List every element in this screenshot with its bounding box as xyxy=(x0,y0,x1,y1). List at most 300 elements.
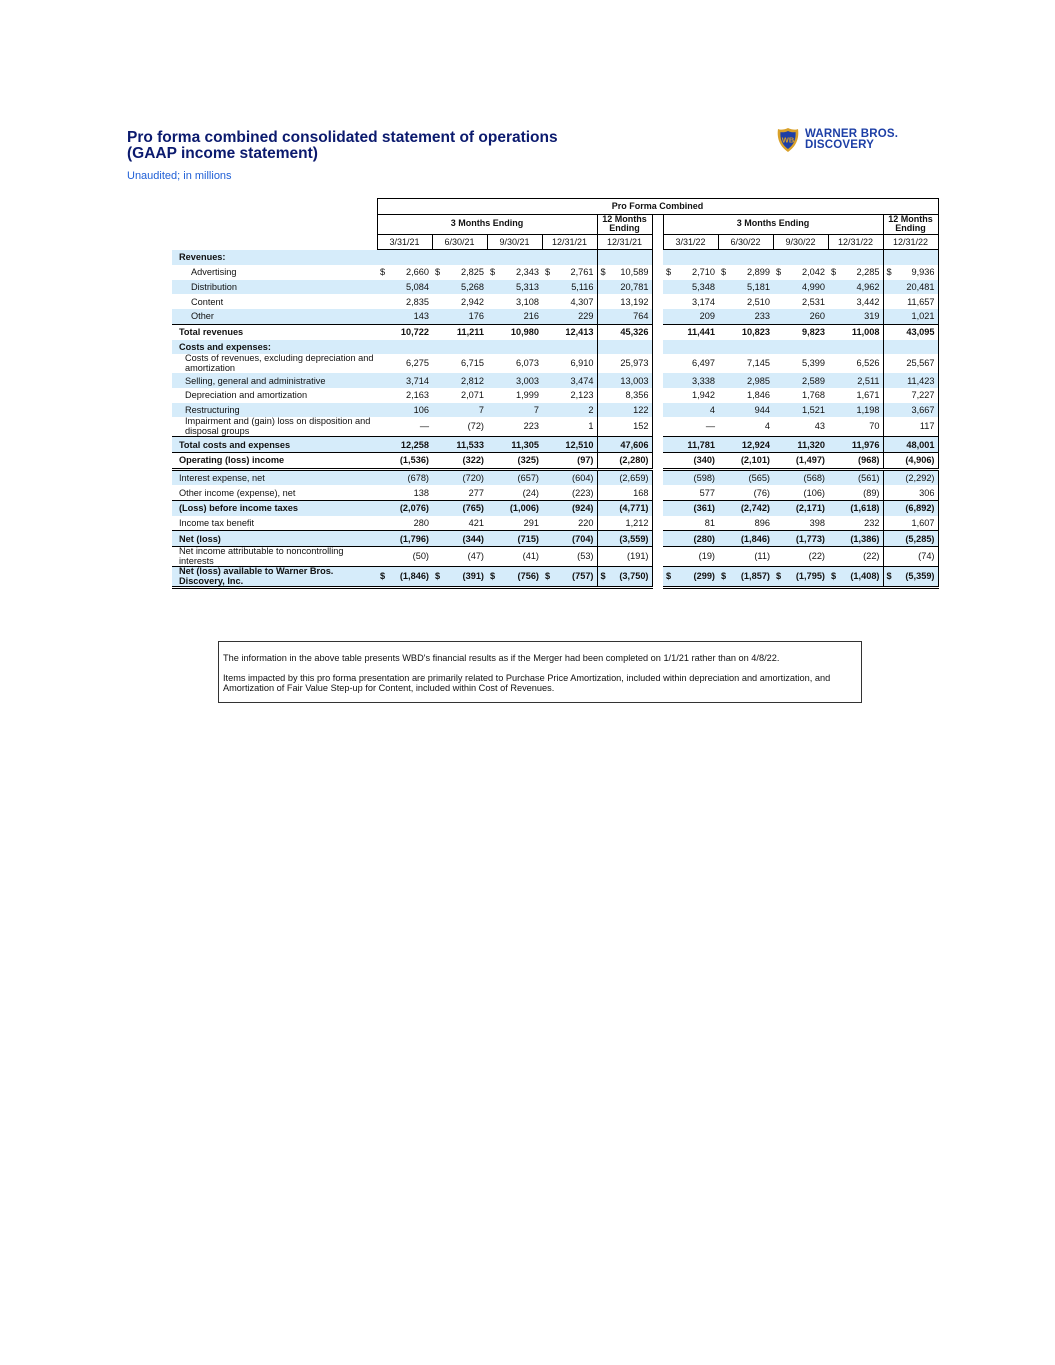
value-cell xyxy=(718,516,773,531)
twelve-months-header-2021: 12 Months Ending xyxy=(597,214,652,234)
value-cell xyxy=(828,265,883,280)
value-cell xyxy=(773,485,828,500)
value-text: (6,892) xyxy=(905,503,935,514)
value-text: 577 xyxy=(699,487,715,498)
value-cell xyxy=(718,531,773,547)
value-cell xyxy=(487,294,542,309)
value-cell xyxy=(597,417,652,437)
value-text: (968) xyxy=(858,455,880,466)
value-cell xyxy=(432,516,487,531)
value-text: 2,660 xyxy=(406,267,429,278)
value-cell xyxy=(377,265,432,280)
value-cell xyxy=(883,340,938,355)
value-cell xyxy=(828,485,883,500)
value-cell xyxy=(883,280,938,295)
value-cell xyxy=(718,452,773,469)
value-text: (3,559) xyxy=(619,533,649,544)
value-cell xyxy=(883,309,938,324)
value-cell xyxy=(883,354,938,373)
value-text: 2,710 xyxy=(692,267,715,278)
value-text: (1,796) xyxy=(399,533,429,544)
table-row xyxy=(172,265,938,280)
column-date-header: 9/30/21 xyxy=(487,234,542,250)
value-text: 11,441 xyxy=(687,327,715,338)
value-cell xyxy=(883,250,938,265)
value-cell xyxy=(773,280,828,295)
value-text: 6,497 xyxy=(692,357,715,368)
dollar-sign: $ xyxy=(545,570,551,581)
row-label: (Loss) before income taxes xyxy=(172,501,377,516)
value-text: (11) xyxy=(754,550,770,561)
value-cell xyxy=(663,469,718,485)
value-cell xyxy=(663,280,718,295)
group-header: Pro Forma Combined xyxy=(377,199,938,215)
value-cell xyxy=(828,531,883,547)
table-row xyxy=(172,547,938,567)
value-cell xyxy=(487,250,542,265)
value-cell xyxy=(432,531,487,547)
value-cell xyxy=(487,437,542,453)
value-text: (568) xyxy=(803,472,825,483)
twelve-months-header-2022: 12 Months Ending xyxy=(883,214,938,234)
value-text: (565) xyxy=(748,472,770,483)
value-text: 6,526 xyxy=(856,357,880,368)
value-cell xyxy=(597,516,652,531)
value-cell xyxy=(828,388,883,403)
value-cell xyxy=(718,485,773,500)
table-row xyxy=(172,567,938,588)
value-cell xyxy=(883,294,938,309)
value-text: 9,823 xyxy=(802,327,825,338)
value-cell xyxy=(487,531,542,547)
value-cell xyxy=(883,547,938,567)
value-text: (2,171) xyxy=(795,503,825,514)
value-text: 122 xyxy=(633,404,649,415)
value-cell xyxy=(773,531,828,547)
value-text: 1,212 xyxy=(625,518,649,529)
value-text: (299) xyxy=(693,570,715,581)
value-text: 7,145 xyxy=(747,357,770,368)
value-cell xyxy=(487,516,542,531)
value-cell xyxy=(597,567,652,588)
value-cell xyxy=(432,250,487,265)
value-text: 43 xyxy=(814,421,825,431)
value-text: 12,510 xyxy=(565,439,594,450)
value-cell xyxy=(432,485,487,500)
value-text: (2,076) xyxy=(399,503,429,514)
value-cell xyxy=(718,324,773,339)
value-cell xyxy=(773,340,828,355)
dollar-sign: $ xyxy=(666,267,672,278)
value-text: 11,211 xyxy=(456,327,484,338)
value-cell xyxy=(377,340,432,355)
value-cell xyxy=(487,547,542,567)
value-cell xyxy=(487,485,542,500)
value-cell xyxy=(663,547,718,567)
value-cell xyxy=(377,354,432,373)
table-row xyxy=(172,324,938,339)
value-text: 20,781 xyxy=(620,282,649,293)
value-text: 896 xyxy=(754,518,770,529)
value-cell xyxy=(597,403,652,418)
value-cell xyxy=(828,309,883,324)
value-text: (89) xyxy=(863,487,880,498)
value-text: (106) xyxy=(803,487,825,498)
value-cell xyxy=(487,265,542,280)
value-cell xyxy=(773,547,828,567)
value-text: 2,511 xyxy=(857,375,880,386)
value-text: (1,386) xyxy=(850,533,880,544)
value-cell xyxy=(597,324,652,339)
value-cell xyxy=(828,516,883,531)
three-months-header-2021: 3 Months Ending xyxy=(377,214,597,234)
value-cell xyxy=(718,437,773,453)
value-text: 2,825 xyxy=(461,267,484,278)
value-text: 2,942 xyxy=(461,296,484,307)
value-cell xyxy=(487,501,542,516)
value-text: 3,174 xyxy=(692,296,715,307)
value-cell xyxy=(597,265,652,280)
value-cell xyxy=(432,280,487,295)
value-text: (757) xyxy=(572,570,594,581)
value-text: (1,536) xyxy=(399,455,429,466)
value-cell xyxy=(432,373,487,388)
value-text: (322) xyxy=(462,455,484,466)
value-cell xyxy=(718,250,773,265)
value-text: 223 xyxy=(523,421,539,431)
value-cell xyxy=(377,567,432,588)
value-text: 2,123 xyxy=(570,390,594,401)
column-date-header: 12/31/22 xyxy=(828,234,883,250)
dollar-sign: $ xyxy=(435,570,441,581)
row-label: Advertising xyxy=(191,267,237,278)
value-cell xyxy=(377,324,432,339)
row-label: Income tax benefit xyxy=(172,516,377,531)
table-row xyxy=(172,516,938,531)
column-date-header: 9/30/22 xyxy=(773,234,828,250)
value-text: (1,857) xyxy=(740,570,770,581)
value-cell xyxy=(542,501,597,516)
value-cell xyxy=(883,373,938,388)
value-text: 1,198 xyxy=(856,404,880,415)
value-cell xyxy=(377,452,432,469)
page-title: Pro forma combined consolidated statement of operations (GAAP income statement) xyxy=(127,129,558,162)
row-label: Distribution xyxy=(172,280,377,295)
value-text: (340) xyxy=(693,455,715,466)
value-cell xyxy=(718,403,773,418)
value-cell xyxy=(542,403,597,418)
value-cell xyxy=(487,373,542,388)
value-cell xyxy=(377,250,432,265)
table-row xyxy=(172,280,938,295)
value-text: (2,742) xyxy=(740,503,770,514)
dollar-sign: $ xyxy=(490,570,496,581)
value-cell xyxy=(773,452,828,469)
value-text: (2,280) xyxy=(619,455,649,466)
value-text: (5,285) xyxy=(905,533,935,544)
value-cell xyxy=(883,567,938,588)
value-text: 232 xyxy=(864,518,880,529)
value-text: 176 xyxy=(468,311,484,322)
value-text: (280) xyxy=(693,533,715,544)
value-cell xyxy=(597,250,652,265)
value-text: 2,812 xyxy=(461,375,484,386)
value-cell xyxy=(663,437,718,453)
value-cell xyxy=(487,567,542,588)
value-cell xyxy=(828,567,883,588)
value-text: 2,985 xyxy=(747,375,770,386)
value-cell xyxy=(377,309,432,324)
value-cell xyxy=(828,324,883,339)
value-cell xyxy=(883,437,938,453)
value-text: 944 xyxy=(754,404,770,415)
value-cell xyxy=(487,309,542,324)
value-cell xyxy=(597,501,652,516)
value-text: 5,399 xyxy=(802,357,825,368)
value-cell xyxy=(542,452,597,469)
dollar-sign: $ xyxy=(600,267,606,278)
value-text: 11,657 xyxy=(907,296,935,307)
value-text: 48,001 xyxy=(906,439,935,450)
value-cell xyxy=(432,469,487,485)
value-cell xyxy=(432,547,487,567)
value-text: 2,285 xyxy=(856,267,880,278)
value-cell xyxy=(773,501,828,516)
value-text: (715) xyxy=(517,533,539,544)
table-row xyxy=(172,354,938,373)
value-cell xyxy=(542,280,597,295)
value-text: (325) xyxy=(517,455,539,466)
value-cell xyxy=(542,547,597,567)
value-cell xyxy=(542,485,597,500)
value-text: 1,999 xyxy=(516,390,539,401)
column-date-header: 6/30/22 xyxy=(718,234,773,250)
value-text: 11,533 xyxy=(456,439,484,450)
value-text: 2 xyxy=(588,404,594,415)
value-text: 291 xyxy=(523,518,539,529)
value-text: 2,589 xyxy=(802,375,825,386)
value-text: 5,313 xyxy=(516,282,539,293)
table-row xyxy=(172,403,938,418)
logo-line-2: DISCOVERY xyxy=(805,139,875,151)
value-text: 319 xyxy=(864,311,880,322)
value-cell xyxy=(542,250,597,265)
value-cell xyxy=(828,547,883,567)
value-text: 398 xyxy=(809,518,825,529)
value-text: 7 xyxy=(478,404,484,415)
value-cell xyxy=(663,417,718,437)
value-cell xyxy=(663,265,718,280)
footnote-2: Items impacted by this pro forma presentation are primarily related to Purchase Price Amortization, included within depreciation and amortization, and Amortization of Fair Value Step-up for Content, included within Cost of Revenues. xyxy=(223,673,831,693)
value-cell xyxy=(663,388,718,403)
row-label: Other income (expense), net xyxy=(172,485,377,500)
value-text: 11,008 xyxy=(851,327,880,338)
value-cell xyxy=(663,403,718,418)
dollar-sign: $ xyxy=(490,267,496,278)
value-cell xyxy=(542,340,597,355)
value-cell xyxy=(377,294,432,309)
value-cell xyxy=(773,309,828,324)
row-label: Interest expense, net xyxy=(172,469,377,485)
value-text: 3,714 xyxy=(406,375,429,386)
value-text: 12,413 xyxy=(565,327,594,338)
value-cell xyxy=(597,547,652,567)
value-cell xyxy=(432,403,487,418)
value-text: 117 xyxy=(919,421,935,431)
value-text: 2,042 xyxy=(802,267,825,278)
wb-shield-icon xyxy=(776,127,800,153)
value-text: 4,307 xyxy=(570,296,594,307)
value-text: — xyxy=(705,421,715,431)
value-cell xyxy=(718,373,773,388)
value-cell xyxy=(718,469,773,485)
value-text: 138 xyxy=(413,487,429,498)
value-cell xyxy=(432,437,487,453)
value-text: 8,356 xyxy=(625,390,649,401)
value-cell xyxy=(432,309,487,324)
value-cell xyxy=(828,437,883,453)
value-cell xyxy=(377,516,432,531)
value-cell xyxy=(597,354,652,373)
value-cell xyxy=(377,469,432,485)
value-cell xyxy=(377,547,432,567)
value-text: (704) xyxy=(572,533,594,544)
value-text: 6,275 xyxy=(406,357,429,368)
dollar-sign: $ xyxy=(886,570,892,581)
value-cell xyxy=(597,373,652,388)
svg-text:WB: WB xyxy=(781,135,795,145)
value-text: (1,773) xyxy=(795,533,825,544)
footnote-1: The information in the above table presents WBD's financial results as if the Merger had been completed on 1/1/21 rather than on 4/8/22. xyxy=(223,653,780,663)
value-text: (657) xyxy=(517,472,539,483)
value-text: 1,671 xyxy=(856,390,880,401)
value-text: (76) xyxy=(753,487,770,498)
value-text: (1,795) xyxy=(795,570,825,581)
value-cell xyxy=(718,547,773,567)
value-text: 5,268 xyxy=(461,282,484,293)
dollar-sign: $ xyxy=(380,570,386,581)
value-text: (53) xyxy=(577,550,594,561)
value-cell xyxy=(883,501,938,516)
footnote-box xyxy=(218,641,862,703)
value-text: 6,910 xyxy=(570,357,594,368)
value-text: (19) xyxy=(698,550,715,561)
value-cell xyxy=(542,567,597,588)
value-text: (41) xyxy=(522,550,539,561)
value-cell xyxy=(773,417,828,437)
value-text: (1,408) xyxy=(850,570,880,581)
table-row xyxy=(172,340,938,355)
value-cell xyxy=(718,265,773,280)
column-date-header: 12/31/21 xyxy=(542,234,597,250)
dollar-sign: $ xyxy=(721,267,727,278)
value-cell xyxy=(432,501,487,516)
value-cell xyxy=(773,265,828,280)
value-cell xyxy=(597,309,652,324)
value-text: 9,936 xyxy=(911,267,935,278)
value-text: 3,338 xyxy=(692,375,715,386)
value-cell xyxy=(828,340,883,355)
value-text: 1,942 xyxy=(692,390,715,401)
value-cell xyxy=(542,531,597,547)
value-text: (22) xyxy=(808,550,825,561)
value-cell xyxy=(542,437,597,453)
value-cell xyxy=(828,469,883,485)
value-text: (97) xyxy=(577,455,594,466)
row-label: Operating (loss) income xyxy=(172,452,377,469)
value-text: 7 xyxy=(533,404,539,415)
value-cell xyxy=(718,567,773,588)
value-cell xyxy=(663,516,718,531)
row-label: Other xyxy=(172,309,377,324)
table-row xyxy=(172,417,938,437)
value-cell xyxy=(663,531,718,547)
value-text: 10,589 xyxy=(620,267,649,278)
value-text: 11,976 xyxy=(851,439,880,450)
value-cell xyxy=(663,485,718,500)
value-text: — xyxy=(419,421,429,431)
value-text: 6,715 xyxy=(461,357,484,368)
value-text: 13,192 xyxy=(620,296,649,307)
value-text: 7,227 xyxy=(911,390,935,401)
value-cell xyxy=(377,437,432,453)
value-text: (4,906) xyxy=(905,455,935,466)
value-cell xyxy=(718,417,773,437)
value-cell xyxy=(828,280,883,295)
value-text: 4 xyxy=(709,404,715,415)
table-row xyxy=(172,469,938,485)
value-cell xyxy=(597,280,652,295)
value-cell xyxy=(487,417,542,437)
value-cell xyxy=(773,437,828,453)
value-text: 280 xyxy=(413,518,429,529)
logo-line-1: WARNER BROS. xyxy=(805,128,899,140)
dollar-sign: $ xyxy=(435,267,441,278)
value-cell xyxy=(597,437,652,453)
value-cell xyxy=(828,250,883,265)
value-cell xyxy=(718,354,773,373)
value-text: (4,771) xyxy=(619,503,649,514)
value-cell xyxy=(773,324,828,339)
value-text: 152 xyxy=(633,421,649,431)
value-text: 2,761 xyxy=(570,267,594,278)
table-row xyxy=(172,452,938,469)
table-row xyxy=(172,309,938,324)
column-date-header: 6/30/21 xyxy=(432,234,487,250)
value-text: 3,003 xyxy=(516,375,539,386)
value-cell xyxy=(773,403,828,418)
value-cell xyxy=(597,388,652,403)
value-text: 5,348 xyxy=(692,282,715,293)
row-label: Depreciation and amortization xyxy=(185,390,308,401)
row-label: Impairment and (gain) loss on disposition and disposal groups xyxy=(172,417,377,437)
row-label: Net income attributable to noncontrolling interests xyxy=(172,547,377,567)
value-cell xyxy=(432,294,487,309)
value-cell xyxy=(597,294,652,309)
value-cell xyxy=(663,452,718,469)
value-text: 1 xyxy=(588,421,594,431)
value-cell xyxy=(883,531,938,547)
dollar-sign: $ xyxy=(776,570,782,581)
value-cell xyxy=(487,354,542,373)
value-text: 25,973 xyxy=(620,357,649,368)
value-cell xyxy=(663,340,718,355)
value-text: 1,607 xyxy=(911,518,935,529)
value-text: (720) xyxy=(462,472,484,483)
value-cell xyxy=(542,469,597,485)
row-label: Total costs and expenses xyxy=(172,437,377,453)
value-text: 6,073 xyxy=(516,357,539,368)
